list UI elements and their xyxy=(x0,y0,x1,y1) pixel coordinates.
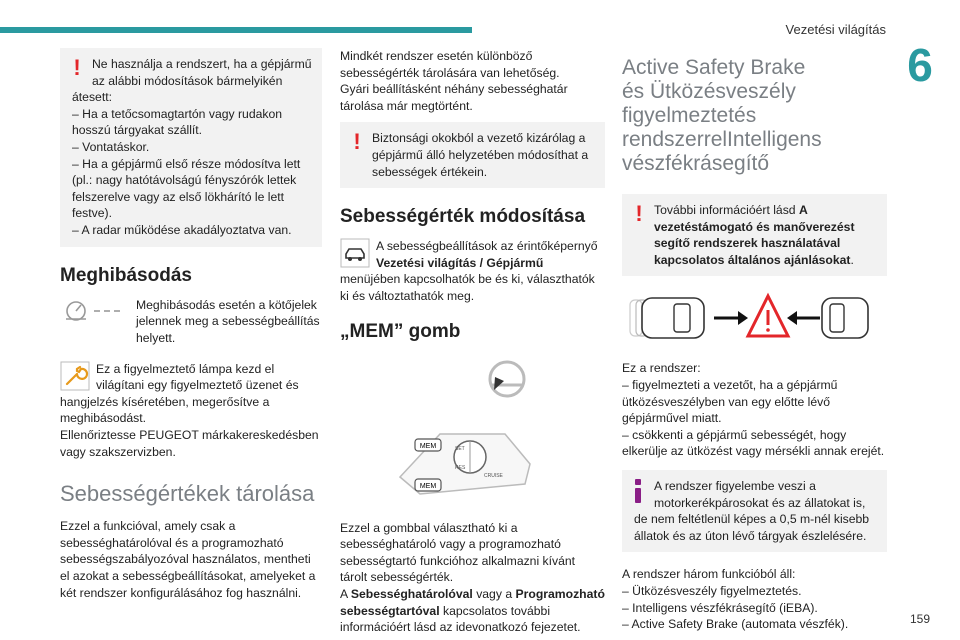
column-1 xyxy=(60,48,322,601)
warning-exclamation-icon: ! xyxy=(635,201,643,226)
wrench-icon xyxy=(60,361,90,391)
mem-reference xyxy=(340,586,605,636)
arrow-back-icon xyxy=(787,311,820,325)
arrow-toward-icon xyxy=(714,311,748,325)
function-item: – Active Safety Brake (automata vészfék). xyxy=(622,617,849,632)
malfunction-heading: Meghibásodás xyxy=(60,264,192,286)
set-label: SET xyxy=(455,445,465,452)
reference-plain: További információért lásd xyxy=(654,203,796,217)
functions-intro: A rendszer három funkcióból áll: xyxy=(622,567,796,582)
chapter-title: Vezetési világítás xyxy=(785,22,886,37)
collision-illustration xyxy=(622,290,887,346)
mem-text: Ezzel a gombbal választható ki a sebességhatároló vagy a programozható sebességtartó funkcióhoz alkalmazni kívánt tárolt sebességérték. xyxy=(340,520,576,585)
modify-text-plain: A sebességbeállítások az érintőképernyő xyxy=(376,239,598,254)
service-warning-block xyxy=(60,361,322,461)
column-2 xyxy=(340,48,605,636)
collision-warning-triangle-icon xyxy=(748,296,788,336)
asb-heading-line: rendszerrelIntelligens xyxy=(622,128,822,151)
warning-box-safety xyxy=(340,122,605,188)
ref-or: vagy a xyxy=(476,586,513,601)
modify-text xyxy=(340,238,605,271)
asb-heading-line: és Ütközésveszély xyxy=(622,80,796,103)
malfunction-row xyxy=(60,297,322,349)
info-box-detection xyxy=(622,470,887,552)
ref-limiter: Sebességhatárolóval xyxy=(350,586,473,601)
function-item: – Ütközésveszély figyelmeztetés. xyxy=(622,583,802,598)
warning-line: – A radar működése akadályoztatva van. xyxy=(72,222,292,237)
page-number: 159 xyxy=(909,612,930,626)
function-item: – Intelligens vészfékrásegítő (iEBA). xyxy=(622,600,818,615)
asb-heading-line: vészfékrásegítő xyxy=(622,152,770,175)
malfunction-text: Meghibásodás esetén a kötőjelek jelennek meg a sebességbeállítás helyett. xyxy=(136,297,320,345)
warning-first-line: Ne használja a rendszert, ha a gépjármű az alábbi módosítások bármelyikén xyxy=(92,57,312,88)
ref-cruise: Programozható sebességtartóval xyxy=(340,586,605,618)
column-3 xyxy=(622,48,887,633)
warning-box-modifications xyxy=(60,48,322,247)
front-car-icon xyxy=(822,298,868,338)
service-text-rest: hangjelzés kíséretében, megerősítve a meghibásodást. xyxy=(60,394,270,426)
reference-bold-a: A xyxy=(798,203,808,217)
ref-tail: kapcsolatos további információért lásd az idevonatkozó fejezetet. xyxy=(340,603,581,635)
service-text-first: Ez a figyelmeztető lámpa kezd el világítani egy figyelmeztető üzenet és xyxy=(96,361,299,393)
header-accent-bar xyxy=(0,27,472,33)
warning-line: – Vontatáskor. xyxy=(72,139,150,154)
system-item: – csökkenti a gépjármű sebességét, hogy elkerülje az ütközést vagy mérsékli annak erejét. xyxy=(622,427,885,459)
ref-a: A xyxy=(340,586,348,601)
speed-limiter-dashes-icon xyxy=(60,297,126,323)
mem-label-top: MEM xyxy=(419,442,437,450)
system-intro: Ez a rendszer: xyxy=(622,361,701,376)
cruise-stalk xyxy=(400,434,530,494)
warning-exclamation-icon: ! xyxy=(73,55,81,80)
modify-block xyxy=(340,238,605,304)
modify-text-rest: menüjében kapcsolhatók be és ki, választhatók ki és változtathatók meg. xyxy=(340,272,595,303)
reference-text xyxy=(634,202,879,268)
steering-wheel-icon xyxy=(490,362,524,396)
mem-label-bottom: MEM xyxy=(419,482,437,490)
warning-exclamation-icon: ! xyxy=(353,129,361,155)
modify-heading: Sebességérték módosítása xyxy=(340,206,586,228)
detection-note-first: A rendszer figyelembe veszi a motorkerékpárosokat és az állatokat is, xyxy=(654,478,866,510)
reference-bold-rest: vezetéstámogató és manőverezést segítő rendszerek használatával kapcsolatos általános ajánlásokat xyxy=(654,219,855,267)
warning-line: átesett: xyxy=(72,90,112,105)
safety-warning-text: Biztonsági okokból a vezető kizárólag a gépjármű álló helyzetében módosíthat a sebességek értékein. xyxy=(372,131,589,179)
warning-box-reference xyxy=(622,194,887,276)
system-item: – figyelmezteti a vezetőt, ha a gépjármű ütközésveszélyben van egy előtte lévő gépjárművel miatt. xyxy=(622,377,838,426)
chapter-number: 6 xyxy=(907,39,933,91)
res-label: RES xyxy=(455,464,466,471)
storage-intro: Mindkét rendszer esetén különböző sebességérték tárolására van lehetőség. xyxy=(340,49,560,80)
reference-end: . xyxy=(850,252,854,267)
modify-menu-path: Vezetési világítás / Gépjármű xyxy=(376,255,544,270)
cruise-label: CRUISE xyxy=(484,472,503,479)
warning-line: – Ha a tetőcsomagtartón vagy rudakon hosszú tárgyakat szállít. xyxy=(72,106,283,138)
mem-stalk-illustration xyxy=(380,359,565,514)
storage-factory: Gyári beállításként néhány sebességhatár tárolása már megtörtént. xyxy=(340,82,568,113)
storage-text: Ezzel a funkcióval, amely csak a sebességhatárolóval és a programozható sebességszabályozóval használatos, mentheti el azokat a sebességbeállításokat, amelyeket a két rendszer konfigurálásához fog használni. xyxy=(60,519,316,600)
detection-note-rest: de nem feltétlenül képes a 0,5 m-nél kisebb állatok és az úton lévő tárgyak észlelésére. xyxy=(634,512,870,543)
asb-heading-line: figyelmeztetés xyxy=(622,104,757,127)
asb-heading-line: Active Safety Brake xyxy=(622,56,806,79)
info-icon xyxy=(635,479,641,503)
storage-heading: Sebességértékek tárolása xyxy=(60,481,315,507)
warning-line: – Ha a gépjármű első része módosítva lett (pl.: nagy hatótávolságú fényszórók lettek felszerelve vagy az első lökhárító le lett festve). xyxy=(72,156,301,221)
mem-heading: „MEM” gomb xyxy=(340,320,461,342)
rear-car-icon xyxy=(630,298,704,338)
touchscreen-menu-icon xyxy=(340,238,370,268)
asb-heading xyxy=(622,56,887,176)
service-check-text: Ellenőriztesse PEUGEOT márkakereskedésben vagy szakszervizben. xyxy=(60,427,319,459)
